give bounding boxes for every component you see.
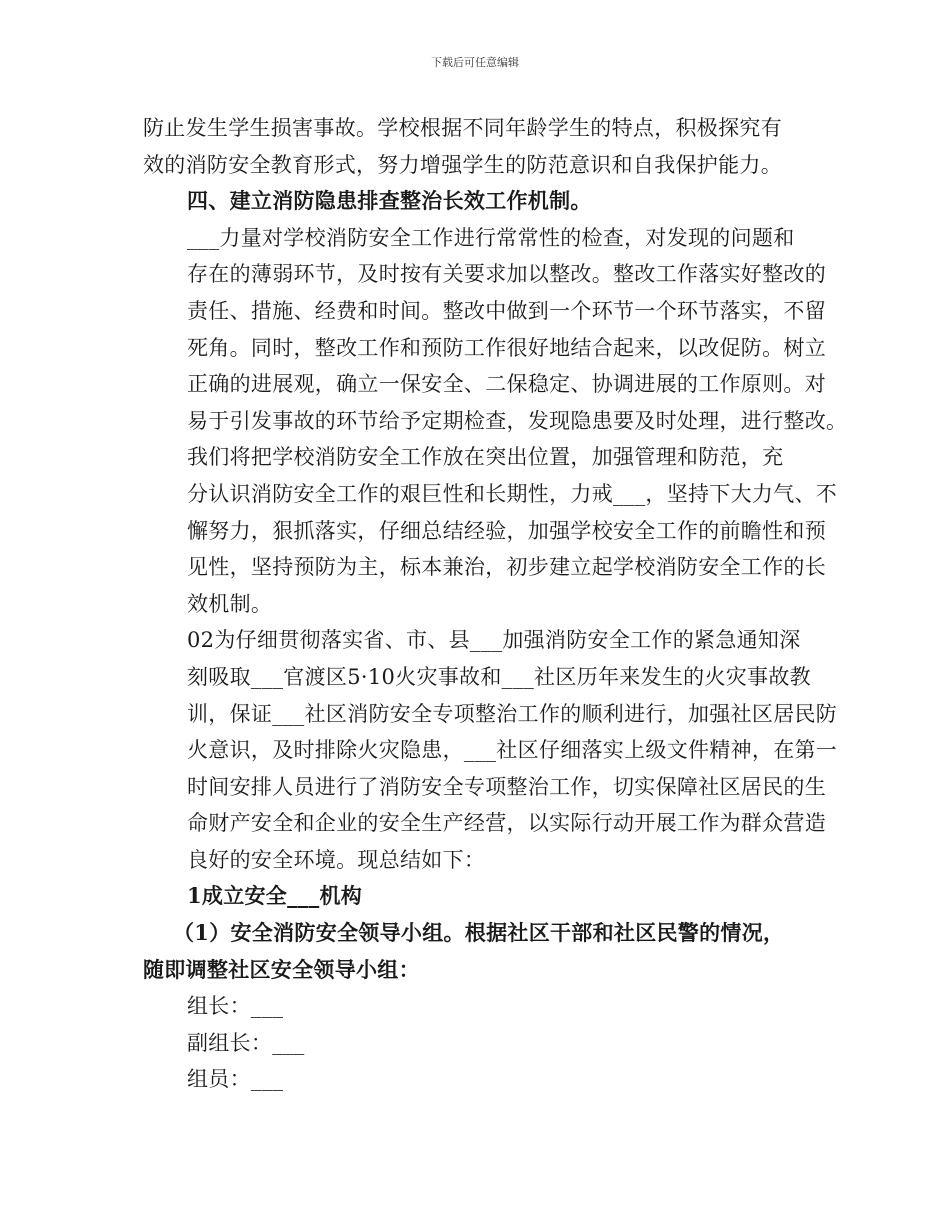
text-line: 懈努力，狠抓落实，仔细总结经验，加强学校安全工作的前瞻性和预 xyxy=(187,518,826,543)
text-line: 训，保证___社区消防安全专项整治工作的顺利进行，加强社区居民防 xyxy=(187,701,838,726)
document-body xyxy=(143,110,848,1098)
text-line: 分认识消防安全工作的艰巨性和长期性，力戒___，坚持下大力气、不 xyxy=(187,481,838,506)
text-line: 易于引发事故的环节给予定期检查，发现隐患要及时处理，进行整改。 xyxy=(187,408,848,433)
paragraph-3 xyxy=(143,439,838,622)
paragraph-4 xyxy=(143,622,838,878)
text-line: ___力量对学校消防安全工作进行常常性的检查，对发现的问题和 xyxy=(187,225,795,250)
text-line: 随即调整社区安全领导小组： xyxy=(143,956,420,982)
section-heading-4: 四、建立消防隐患排查整治长效工作机制。 xyxy=(187,188,592,214)
text-line: 刻吸取___官渡区5·10火灾事故和___社区历年来发生的火灾事故教 xyxy=(187,664,811,689)
text-line: 良好的安全环境。现总结如下： xyxy=(187,847,486,872)
leader-field: 组长：___ xyxy=(187,994,284,1019)
text-line: 火意识，及时排除火灾隐患，___社区仔细落实上级文件精神，在第一 xyxy=(187,738,838,763)
section-heading-1: 1成立安全___机构 xyxy=(187,883,363,909)
text-line: 命财产安全和企业的安全生产经营，以实际行动开展工作为群众营造 xyxy=(187,811,826,836)
text-line: 我们将把学校消防安全工作放在突出位置，加强管理和防范，充 xyxy=(187,445,784,470)
subsection-heading-1 xyxy=(143,915,811,988)
text-line: 02为仔细贯彻落实省、市、县___加强消防安全工作的紧急通知深 xyxy=(187,628,801,653)
text-line: 时间安排人员进行了消防安全专项整治工作，切实保障社区居民的生 xyxy=(187,774,826,799)
text-line: 防止发生学生损害事故。学校根据不同年龄学生的特点，积极探究有 xyxy=(143,116,782,140)
paragraph-1 xyxy=(143,110,811,183)
text-line: 效机制。 xyxy=(187,591,273,616)
text-line: （1）安全消防安全领导小组。根据社区干部和社区民警的情况， xyxy=(173,920,785,946)
member-field: 组员：___ xyxy=(187,1067,284,1092)
page-header: 下载后可任意编辑 xyxy=(431,56,519,69)
text-line: 存在的薄弱环节，及时按有关要求加以整改。整改工作落实好整改的 xyxy=(187,262,826,287)
deputy-leader-field: 副组长：___ xyxy=(187,1030,305,1055)
paragraph-2 xyxy=(143,220,848,440)
text-line: 见性，坚持预防为主，标本兼治，初步建立起学校消防安全工作的长 xyxy=(187,555,826,580)
text-line: 责任、措施、经费和时间。整改中做到一个环节一个环节落实，不留 xyxy=(187,298,826,323)
text-line: 效的消防安全教育形式，努力增强学生的防范意识和自我保护能力。 xyxy=(143,152,782,177)
text-line: 正确的进展观，确立一保安全、二保稳定、协调进展的工作原则。对 xyxy=(187,372,826,397)
text-line: 死角。同时，整改工作和预防工作很好地结合起来，以改促防。树立 xyxy=(187,335,826,360)
